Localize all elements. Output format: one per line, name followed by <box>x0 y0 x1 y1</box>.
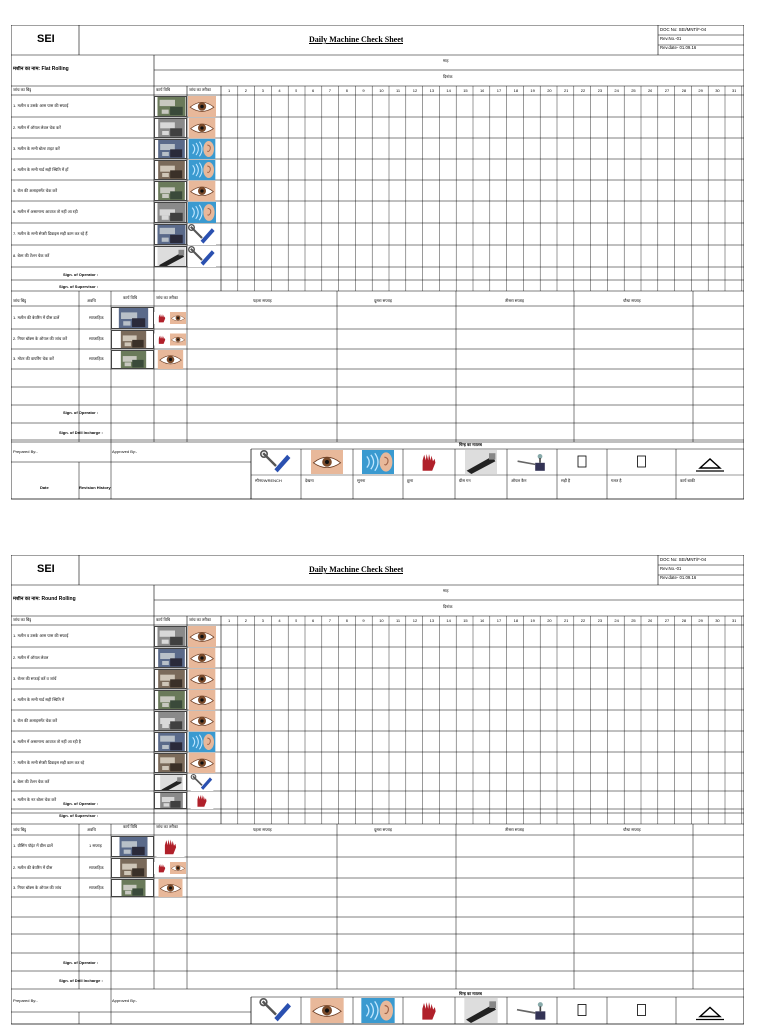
date-label: दिनांक <box>443 74 453 79</box>
method-photo <box>154 181 187 201</box>
eye-icon <box>187 626 217 647</box>
weekly-method-photo <box>111 879 154 897</box>
sign-operator-label: Sign. of Operator : <box>63 272 99 277</box>
doc-number: DOC No: SEI/MNT/F-04 <box>660 557 707 562</box>
method-photo <box>154 224 187 245</box>
day-9: 9 <box>362 88 365 93</box>
prepared-by-label: Prepared By:- <box>13 449 38 454</box>
weekly-point-2: 2. मशीन की बेयरिंग में ग्रीस <box>13 864 53 870</box>
day-17: 17 <box>496 618 502 623</box>
lower-header-method: कार्य विधि <box>123 295 138 300</box>
machine-name: मशीन का नाम: Flat Rolling <box>13 66 69 72</box>
day-28: 28 <box>681 618 687 623</box>
check-point-7: 7. मशीन के सभी सेफ्टी डिवाइस सही काम कर रहे हैं <box>13 231 88 236</box>
eye-icon <box>187 690 217 710</box>
method-photo <box>154 774 187 791</box>
day-7: 7 <box>328 88 332 93</box>
sign-supervisor-label: Sign. of Supervisor : <box>59 813 99 818</box>
day-8: 8 <box>345 618 348 623</box>
eye-icon <box>187 711 217 731</box>
lower-header-check-way: जांच का तरीका <box>156 295 178 300</box>
revision-date: Rev.date- 01.09.16 <box>660 575 697 580</box>
day-1: 1 <box>228 88 231 93</box>
lower-header-check-point: जांच बिंदु <box>13 827 27 832</box>
weekly-method-photo <box>111 350 154 369</box>
method-photo <box>154 669 187 689</box>
lower-header-check-way: जांच का तरीका <box>156 824 178 829</box>
day-29: 29 <box>698 618 703 623</box>
method-photo <box>154 792 187 809</box>
day-27: 27 <box>664 88 670 93</box>
eye-icon <box>170 858 186 878</box>
approved-by-label: Approved By:- <box>112 998 138 1003</box>
col-header-method: कार्य विधि <box>156 87 171 92</box>
check-point-2: 2. मशीन में ऑयल लेवल चेक करें <box>13 124 61 130</box>
sign-operator-lower-label: Sign. of Operator : <box>63 410 99 415</box>
legend-wrench-icon <box>252 998 300 1023</box>
month-label: माह <box>443 588 449 593</box>
weekly-frequency: साप्ताहिक <box>89 884 104 890</box>
day-26: 26 <box>648 618 653 623</box>
footer-revision-history: Revision History <box>79 485 111 490</box>
legend-oil-icon <box>508 450 556 474</box>
day-30: 30 <box>715 618 720 623</box>
day-25: 25 <box>631 618 636 623</box>
day-26: 26 <box>648 88 653 93</box>
sheet-title: Daily Machine Check Sheet <box>309 35 404 44</box>
legend-tick-icon <box>558 998 606 1023</box>
legend-ear-icon <box>354 998 402 1023</box>
week-3-header: तीसरा सप्ताह <box>505 827 525 832</box>
lower-header-frequency: अवधि <box>87 298 96 303</box>
approved-by-label: Approved By:- <box>112 449 138 454</box>
day-23: 23 <box>597 88 603 93</box>
weekly-frequency: साप्ताहिक <box>89 336 104 341</box>
check-point-6: 6. मशीन में असामान्य आवाज तो नहीं आ रही है <box>13 738 81 744</box>
day-14: 14 <box>446 618 451 623</box>
weekly-point-3: 3. मोटर की वायरिंग चेक करें <box>13 356 54 361</box>
method-photo <box>154 160 187 180</box>
day-14: 14 <box>446 88 451 93</box>
legend-triangle-icon <box>677 450 743 474</box>
sign-drill-incharge-label: Sign. of Drill Incharge : <box>59 978 103 983</box>
legend-label-oil: ऑयल कैन <box>511 478 527 483</box>
day-18: 18 <box>513 618 519 623</box>
doc-number: DOC No: SEI/MNT/F-04 <box>660 27 707 32</box>
day-6: 6 <box>312 618 315 623</box>
legend-tick-icon <box>558 450 606 474</box>
sign-operator-label: Sign. of Operator : <box>63 801 99 806</box>
legend-title: चिन्ह का मतलब <box>459 991 482 996</box>
day-11: 11 <box>396 88 401 93</box>
eye-icon <box>187 181 217 201</box>
check-sheet-2 <box>11 555 744 1030</box>
day-21: 21 <box>564 618 569 623</box>
legend-title: चिन्ह का मतलब <box>459 442 482 447</box>
day-28: 28 <box>681 88 687 93</box>
col-header-check-point: जांच का बिंदु <box>13 87 32 92</box>
revision-date: Rev.date- 01.09.16 <box>660 45 697 50</box>
day-1: 1 <box>228 618 231 623</box>
legend-label-glove: छूना <box>407 478 414 483</box>
footer-date-label: Date <box>40 485 49 490</box>
eye-icon <box>154 350 187 369</box>
check-point-6: 6. मशीन में असामान्य आवाज तो नहीं आ रही <box>13 209 78 214</box>
week-1-header: पहला सप्ताह <box>253 298 272 303</box>
weekly-point-1: 1. ग्रीसिंग पॉइंट में ग्रीस डालें <box>13 843 53 848</box>
check-point-1: 1. मशीन व उसके आस पास की सफाई <box>13 103 69 108</box>
glove-icon <box>154 836 187 857</box>
ear-icon <box>187 160 217 180</box>
method-photo <box>154 753 187 773</box>
month-label: माह <box>443 58 449 63</box>
day-13: 13 <box>429 618 435 623</box>
week-4-header: चौथा सप्ताह <box>623 827 641 832</box>
week-3-header: तीसरा सप्ताह <box>505 298 525 303</box>
day-2: 2 <box>244 618 248 623</box>
sign-drill-incharge-label: Sign. of Drill Incharge : <box>59 430 103 435</box>
day-22: 22 <box>580 618 586 623</box>
eye-icon <box>187 118 217 138</box>
weekly-point-1: 1. मशीन की बेयरिंग में ग्रीस डालें <box>13 314 60 320</box>
method-photo <box>154 711 187 731</box>
ear-icon <box>187 732 217 752</box>
legend-label-ear: सुनना <box>357 478 366 483</box>
col-header-check-way: जांच का तरीका <box>189 617 211 622</box>
day-24: 24 <box>614 618 619 623</box>
day-31: 31 <box>732 88 737 93</box>
check-point-7: 7. मशीन के सभी सेफ्टी डिवाइस सही काम कर रहे <box>13 759 85 765</box>
legend-label-cross: गलत है <box>611 478 622 483</box>
legend-label-wrench: स्पैनर/WRENCH <box>255 478 282 483</box>
glove-icon <box>154 330 170 349</box>
day-17: 17 <box>496 88 502 93</box>
weekly-point-3: 3. गियर बॉक्स के ऑयल की जांच <box>13 884 62 890</box>
day-9: 9 <box>362 618 365 623</box>
lower-header-method: कार्य विधि <box>123 824 138 829</box>
machine-name: मशीन का नाम: Round Rolling <box>13 596 76 602</box>
legend-label-eye: देखना <box>305 478 314 483</box>
day-25: 25 <box>631 88 636 93</box>
check-point-5: 5. रोल की अलाइनमेंट चेक करें <box>13 187 58 193</box>
legend-label-grease: ग्रीस गन <box>459 478 471 483</box>
sheet-title: Daily Machine Check Sheet <box>309 565 404 574</box>
day-16: 16 <box>480 618 485 623</box>
wrench-icon <box>187 774 217 791</box>
glove-icon <box>154 858 170 878</box>
day-20: 20 <box>547 618 552 623</box>
lower-header-check-point: जांच बिंदु <box>13 298 27 303</box>
sign-supervisor-label: Sign. of Supervisor : <box>59 284 99 289</box>
weekly-frequency: साप्ताहिक <box>89 314 104 320</box>
eye-icon <box>187 648 217 668</box>
legend-glove-icon <box>404 450 454 474</box>
method-photo <box>154 626 187 647</box>
method-photo <box>154 732 187 752</box>
method-photo <box>154 139 187 159</box>
day-2: 2 <box>244 88 248 93</box>
day-21: 21 <box>564 88 569 93</box>
check-point-8: 8. बेल्ट की टेंशन चेक करें <box>13 779 50 784</box>
revision-number: Rev.No.-01 <box>660 36 682 41</box>
check-point-4: 4. मशीन के सभी गार्ड सही स्थिति में <box>13 696 65 702</box>
day-18: 18 <box>513 88 519 93</box>
day-6: 6 <box>312 88 315 93</box>
legend-cross-icon <box>608 450 675 474</box>
check-point-8: 8. बेल्ट की टेंशन चेक करें <box>13 253 50 258</box>
lower-header-frequency: अवधि <box>87 827 96 832</box>
revision-number: Rev.No.-01 <box>660 566 682 571</box>
weekly-method-photo <box>111 307 154 329</box>
day-3: 3 <box>261 88 264 93</box>
day-12: 12 <box>412 88 418 93</box>
weekly-point-2: 2. गियर बॉक्स के ऑयल की जांच करें <box>13 336 68 341</box>
sheet-1-grid-lines <box>11 25 744 500</box>
legend-triangle-icon <box>677 998 743 1023</box>
check-point-3: 3. रोलर की सफाई करें व जांचें <box>13 675 57 681</box>
col-header-check-way: जांच का तरीका <box>189 87 211 92</box>
day-15: 15 <box>463 618 468 623</box>
eye-icon <box>154 879 187 897</box>
day-24: 24 <box>614 88 619 93</box>
day-8: 8 <box>345 88 348 93</box>
day-13: 13 <box>429 88 435 93</box>
method-photo <box>154 96 187 117</box>
weekly-method-photo <box>111 858 154 878</box>
check-point-9: 9. मशीन के नट बोल्ट चेक करें <box>13 797 57 802</box>
glove-icon <box>187 792 217 809</box>
day-31: 31 <box>732 618 737 623</box>
eye-icon <box>187 753 217 773</box>
legend-oil-icon <box>508 998 556 1023</box>
day-19: 19 <box>530 618 535 623</box>
legend-label-triangle: कार्य बाकी <box>680 478 695 483</box>
check-point-4: 4. मशीन के सभी गार्ड सही स्थिति में हों <box>13 166 69 172</box>
wrench-icon <box>187 246 217 267</box>
ear-icon <box>187 139 217 159</box>
col-header-method: कार्य विधि <box>156 617 171 622</box>
method-photo <box>154 118 187 138</box>
check-point-1: 1. मशीन व उसके आस पास की सफाई <box>13 633 69 638</box>
legend-grease-icon <box>456 450 506 474</box>
day-10: 10 <box>379 618 384 623</box>
day-15: 15 <box>463 88 468 93</box>
day-4: 4 <box>278 618 281 623</box>
week-2-header: दूसरा सप्ताह <box>374 827 392 832</box>
day-22: 22 <box>580 88 586 93</box>
week-2-header: दूसरा सप्ताह <box>374 298 392 303</box>
eye-icon <box>170 330 186 349</box>
day-4: 4 <box>278 88 281 93</box>
day-19: 19 <box>530 88 535 93</box>
sign-operator-lower-label: Sign. of Operator : <box>63 960 99 965</box>
eye-icon <box>187 669 217 689</box>
weekly-frequency: साप्ताहिक <box>89 356 104 361</box>
eye-icon <box>187 96 217 117</box>
method-photo <box>154 246 187 267</box>
legend-cross-icon <box>608 998 675 1023</box>
col-header-check-point: जांच का बिंदु <box>13 617 32 622</box>
check-point-5: 5. रोल की अलाइनमेंट चेक करें <box>13 717 58 723</box>
legend-eye-icon <box>302 998 352 1023</box>
legend-ear-icon <box>354 450 402 474</box>
day-5: 5 <box>295 88 298 93</box>
legend-grease-icon <box>456 998 506 1023</box>
day-29: 29 <box>698 88 703 93</box>
weekly-method-photo <box>111 836 154 857</box>
weekly-frequency: साप्ताहिक <box>89 864 104 870</box>
method-photo <box>154 690 187 710</box>
prepared-by-label: Prepared By:- <box>13 998 38 1003</box>
company-logo-text: SEI <box>37 33 55 45</box>
legend-wrench-icon <box>252 450 300 474</box>
legend-label-tick: सही है <box>561 478 571 483</box>
weekly-method-photo <box>111 330 154 349</box>
day-16: 16 <box>480 88 485 93</box>
weekly-frequency: 1 सप्ताह <box>89 843 102 848</box>
week-1-header: पहला सप्ताह <box>253 827 272 832</box>
legend-eye-icon <box>302 450 352 474</box>
day-20: 20 <box>547 88 552 93</box>
wrench-icon <box>187 224 217 245</box>
company-logo-text: SEI <box>37 563 55 575</box>
method-photo <box>154 202 187 223</box>
legend-glove-icon <box>404 998 454 1023</box>
ear-icon <box>187 202 217 223</box>
day-23: 23 <box>597 618 603 623</box>
method-photo <box>154 648 187 668</box>
sheet-2-grid-lines <box>11 555 744 1030</box>
glove-icon <box>154 307 170 329</box>
day-7: 7 <box>328 618 332 623</box>
check-point-3: 3. मशीन के सभी बोल्ट टाइट करें <box>13 145 60 151</box>
date-label: दिनांक <box>443 604 453 609</box>
day-12: 12 <box>412 618 418 623</box>
day-30: 30 <box>715 88 720 93</box>
check-sheet-1 <box>11 25 744 500</box>
day-3: 3 <box>261 618 264 623</box>
week-4-header: चौथा सप्ताह <box>623 298 641 303</box>
check-point-2: 2. मशीन में ऑयल लेवल <box>13 654 49 660</box>
day-5: 5 <box>295 618 298 623</box>
day-10: 10 <box>379 88 384 93</box>
day-27: 27 <box>664 618 670 623</box>
day-11: 11 <box>396 618 401 623</box>
eye-icon <box>170 307 186 329</box>
